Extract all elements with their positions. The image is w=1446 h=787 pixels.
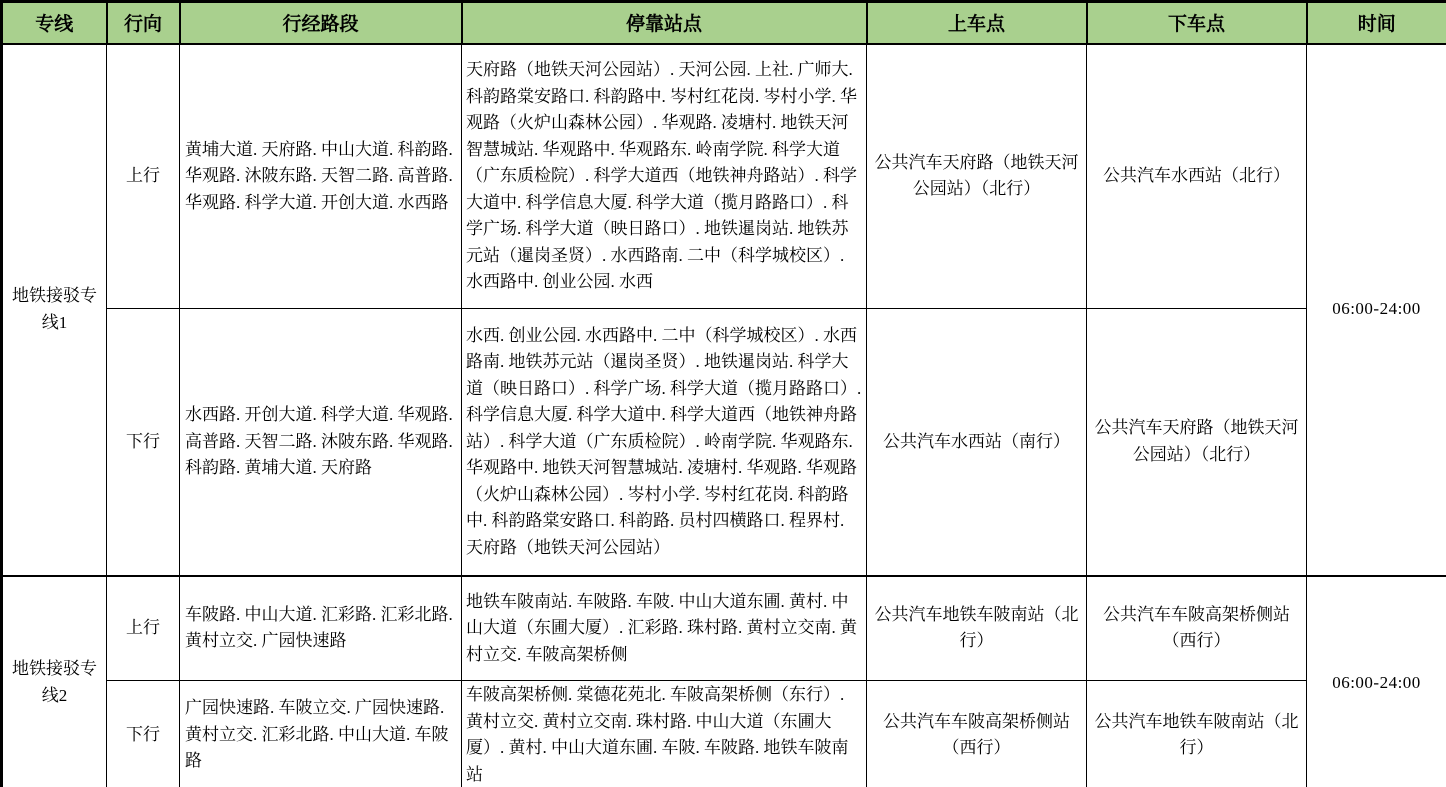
table-row-line2-down — [2, 681, 1446, 787]
stops-list: 水西. 创业公园. 水西路中. 二中（科学城校区）. 水西路南. 地铁苏元站（暹岗圣贤）. 地铁暹岗站. 科学大道（映日路口）. 科学广场. 科学大道（揽月路路口）. 科学信息大厦. 科学大道中. 科学大道西（地铁神舟路站）. 科学大道（广东质检院）. 岭南学院. 华观路东. 华观路中. 地铁天河智慧城站. 凌塘村. 华观路. 华观路（火炉山森林公园）. 岑村小学. 岑村红花岗. 科韵路中. 科韵路棠安路口. 科韵路. 员村四横路口. 程界村. 天府路（地铁天河公园站） — [462, 309, 867, 576]
column-header-stops: 停靠站点 — [462, 2, 867, 44]
route-segments: 车陂路. 中山大道. 汇彩路. 汇彩北路. 黄村立交. 广园快速路 — [180, 576, 462, 681]
route-segments: 黄埔大道. 天府路. 中山大道. 科韵路. 华观路. 沐陂东路. 天智二路. 高普路. 华观路. 科学大道. 开创大道. 水西路 — [180, 44, 462, 309]
stops-list: 地铁车陂南站. 车陂路. 车陂. 中山大道东圃. 黄村. 中山大道（东圃大厦）. 汇彩路. 珠村路. 黄村立交南. 黄村立交. 车陂高架桥侧 — [462, 576, 867, 681]
direction: 上行 — [107, 44, 180, 309]
route-segments: 水西路. 开创大道. 科学大道. 华观路. 高普路. 天智二路. 沐陂东路. 华观路. 科韵路. 黄埔大道. 天府路 — [180, 309, 462, 576]
dropoff-point: 公共汽车车陂高架桥侧站（西行） — [1087, 576, 1307, 681]
direction: 上行 — [107, 576, 180, 681]
table-row-line1-down — [2, 309, 1446, 576]
dropoff-point: 公共汽车天府路（地铁天河公园站）（北行） — [1087, 309, 1307, 576]
stops-list: 天府路（地铁天河公园站）. 天河公园. 上社. 广师大. 科韵路棠安路口. 科韵路中. 岑村红花岗. 岑村小学. 华观路（火炉山森林公园）. 华观路. 凌塘村. 地铁天河智慧城站. 华观路中. 华观路东. 岭南学院. 科学大道（广东质检院）. 科学大道西（地铁神舟路站）. 科学大道中. 科学信息大厦. 科学大道（揽月路路口）. 科学广场. 科学大道（映日路口）. 地铁暹岗站. 地铁苏元站（暹岗圣贤）. 水西路南. 二中（科学城校区）. 水西路中. 创业公园. 水西 — [462, 44, 867, 309]
column-header-route: 行经路段 — [180, 2, 462, 44]
direction: 下行 — [107, 309, 180, 576]
column-header-pickup: 上车点 — [867, 2, 1087, 44]
route-segments: 广园快速路. 车陂立交. 广园快速路. 黄村立交. 汇彩北路. 中山大道. 车陂路 — [180, 681, 462, 787]
direction: 下行 — [107, 681, 180, 787]
dropoff-point: 公共汽车地铁车陂南站（北行） — [1087, 681, 1307, 787]
line-name: 地铁接驳专线2 — [2, 576, 107, 787]
pickup-point: 公共汽车天府路（地铁天河公园站）（北行） — [867, 44, 1087, 309]
column-header-line: 专线 — [2, 2, 107, 44]
line-name: 地铁接驳专线1 — [2, 44, 107, 576]
pickup-point: 公共汽车水西站（南行） — [867, 309, 1087, 576]
service-time: 06:00-24:00 — [1307, 576, 1446, 787]
pickup-point: 公共汽车车陂高架桥侧站（西行） — [867, 681, 1087, 787]
table-row-line1-up — [2, 44, 1446, 309]
column-header-dropoff: 下车点 — [1087, 2, 1307, 44]
stops-list: 车陂高架桥侧. 棠德花苑北. 车陂高架桥侧（东行）. 黄村立交. 黄村立交南. 珠村路. 中山大道（东圃大厦）. 黄村. 中山大道东圃. 车陂. 车陂路. 地铁车陂南站 — [462, 681, 867, 787]
dropoff-point: 公共汽车水西站（北行） — [1087, 44, 1307, 309]
pickup-point: 公共汽车地铁车陂南站（北行） — [867, 576, 1087, 681]
header-row — [2, 2, 1446, 44]
column-header-direction: 行向 — [107, 2, 180, 44]
column-header-time: 时间 — [1307, 2, 1446, 44]
table-row-line2-up — [2, 576, 1446, 681]
service-time: 06:00-24:00 — [1307, 44, 1446, 576]
